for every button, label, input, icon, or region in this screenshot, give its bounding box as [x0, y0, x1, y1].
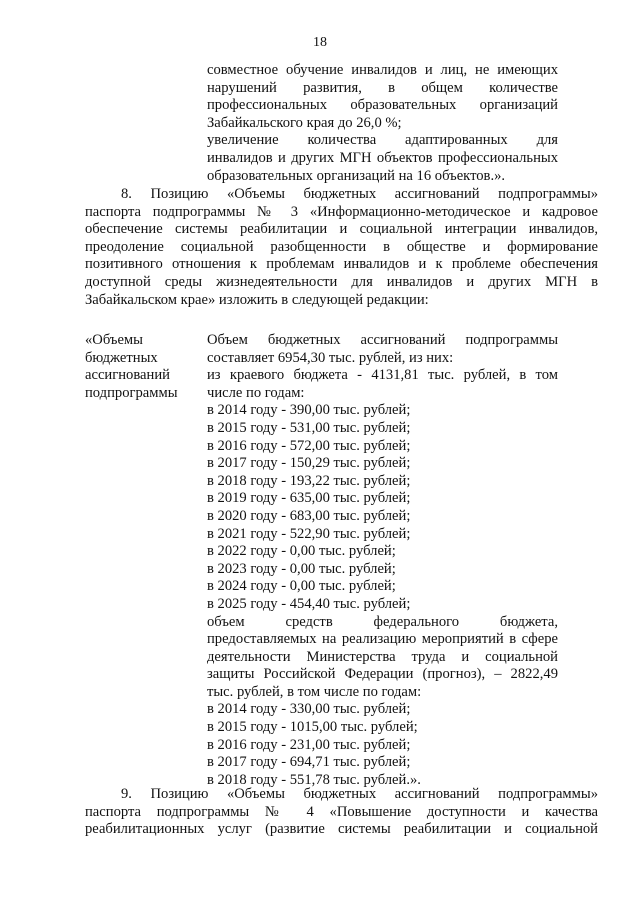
text-line: предоставляемых на реализацию мероприятий в сфере — [207, 631, 558, 648]
text-line: преодоление социальной разобщенности в обществе и формирование — [85, 238, 598, 255]
position-content — [207, 332, 558, 789]
text-line: нарушений развития, в общем количестве — [207, 79, 558, 96]
text-line: 8. Позицию «Объемы бюджетных ассигнований подпрограммы» — [121, 186, 598, 202]
position-label — [85, 332, 203, 402]
year-line: в 2017 году - 150,29 тыс. рублей; — [207, 455, 411, 472]
text-line: Забайкальского края до 26,0 %; — [207, 114, 402, 131]
year-line: в 2023 году - 0,00 тыс. рублей; — [207, 560, 396, 577]
text-line: объем средств федерального бюджета, — [207, 613, 558, 630]
text-line: профессиональных образовательных организаций — [207, 97, 558, 114]
text-line: образовательных организаций на 16 объектов.». — [207, 167, 506, 184]
text-line: позитивного отношения к проблемам инвалидов и к проблеме обеспечения — [85, 256, 598, 273]
paragraph-9 — [85, 786, 598, 839]
text-line: паспорта подпрограммы № 3 «Информационно-методическое и кадровое — [85, 203, 598, 220]
text-line: Объем бюджетных ассигнований подпрограммы — [207, 332, 558, 348]
text-line: деятельности Министерства труда и социальной — [207, 648, 558, 665]
label-line: бюджетных — [85, 349, 158, 366]
year-line: в 2020 году - 683,00 тыс. рублей; — [207, 507, 411, 524]
text-line: Забайкальском крае» изложить в следующей редакции: — [85, 291, 429, 308]
year-line: в 2014 году - 330,00 тыс. рублей; — [207, 701, 411, 718]
text-line: числе по годам: — [207, 384, 305, 401]
label-line: подпрограммы — [85, 384, 178, 401]
label-line: «Объемы — [85, 332, 143, 348]
year-line: в 2018 году - 193,22 тыс. рублей; — [207, 472, 411, 489]
year-line: в 2021 году - 522,90 тыс. рублей; — [207, 525, 411, 542]
text-line: тыс. рублей, в том числе по годам: — [207, 683, 422, 700]
year-line: в 2015 году - 1015,00 тыс. рублей; — [207, 719, 418, 736]
text-line: составляет 6954,30 тыс. рублей, из них: — [207, 349, 454, 366]
text-line: реабилитационных услуг (развитие системы реабилитации и социальной — [85, 821, 598, 838]
year-line: в 2016 году - 231,00 тыс. рублей; — [207, 736, 411, 753]
text-line: обеспечение системы реабилитации и социальной интеграции инвалидов, — [85, 221, 598, 238]
year-line: в 2018 году - 551,78 тыс. рублей.». — [207, 771, 421, 788]
year-line: в 2016 году - 572,00 тыс. рублей; — [207, 437, 411, 454]
text-line: защиты Российской Федерации (прогноз), – 2822,49 — [207, 666, 558, 683]
year-line: в 2014 году - 390,00 тыс. рублей; — [207, 402, 411, 419]
year-line: в 2022 году - 0,00 тыс. рублей; — [207, 543, 396, 560]
year-line: в 2015 году - 531,00 тыс. рублей; — [207, 419, 411, 436]
year-line: в 2017 году - 694,71 тыс. рублей; — [207, 754, 411, 771]
text-line: увеличение количества адаптированных для — [207, 132, 558, 149]
label-line: ассигнований — [85, 367, 170, 384]
text-line: 9. Позицию «Объемы бюджетных ассигнований подпрограммы» — [121, 786, 598, 802]
text-line: паспорта подпрограммы № 4 «Повышение доступности и качества — [85, 803, 598, 820]
text-line: инвалидов и других МГН объектов профессиональных — [207, 149, 558, 166]
page-number: 18 — [313, 35, 327, 50]
text-line: совместное обучение инвалидов и лиц, не имеющих — [207, 62, 558, 78]
paragraph-8 — [85, 186, 598, 309]
goal-indicators-continuation — [207, 62, 558, 185]
year-line: в 2025 году - 454,40 тыс. рублей; — [207, 595, 411, 612]
year-line: в 2024 году - 0,00 тыс. рублей; — [207, 578, 396, 595]
text-line: из краевого бюджета - 4131,81 тыс. рублей, в том — [207, 367, 558, 384]
text-line: доступной среды жизнедеятельности для инвалидов и других МГН в — [85, 273, 598, 290]
year-line: в 2019 году - 635,00 тыс. рублей; — [207, 490, 411, 507]
